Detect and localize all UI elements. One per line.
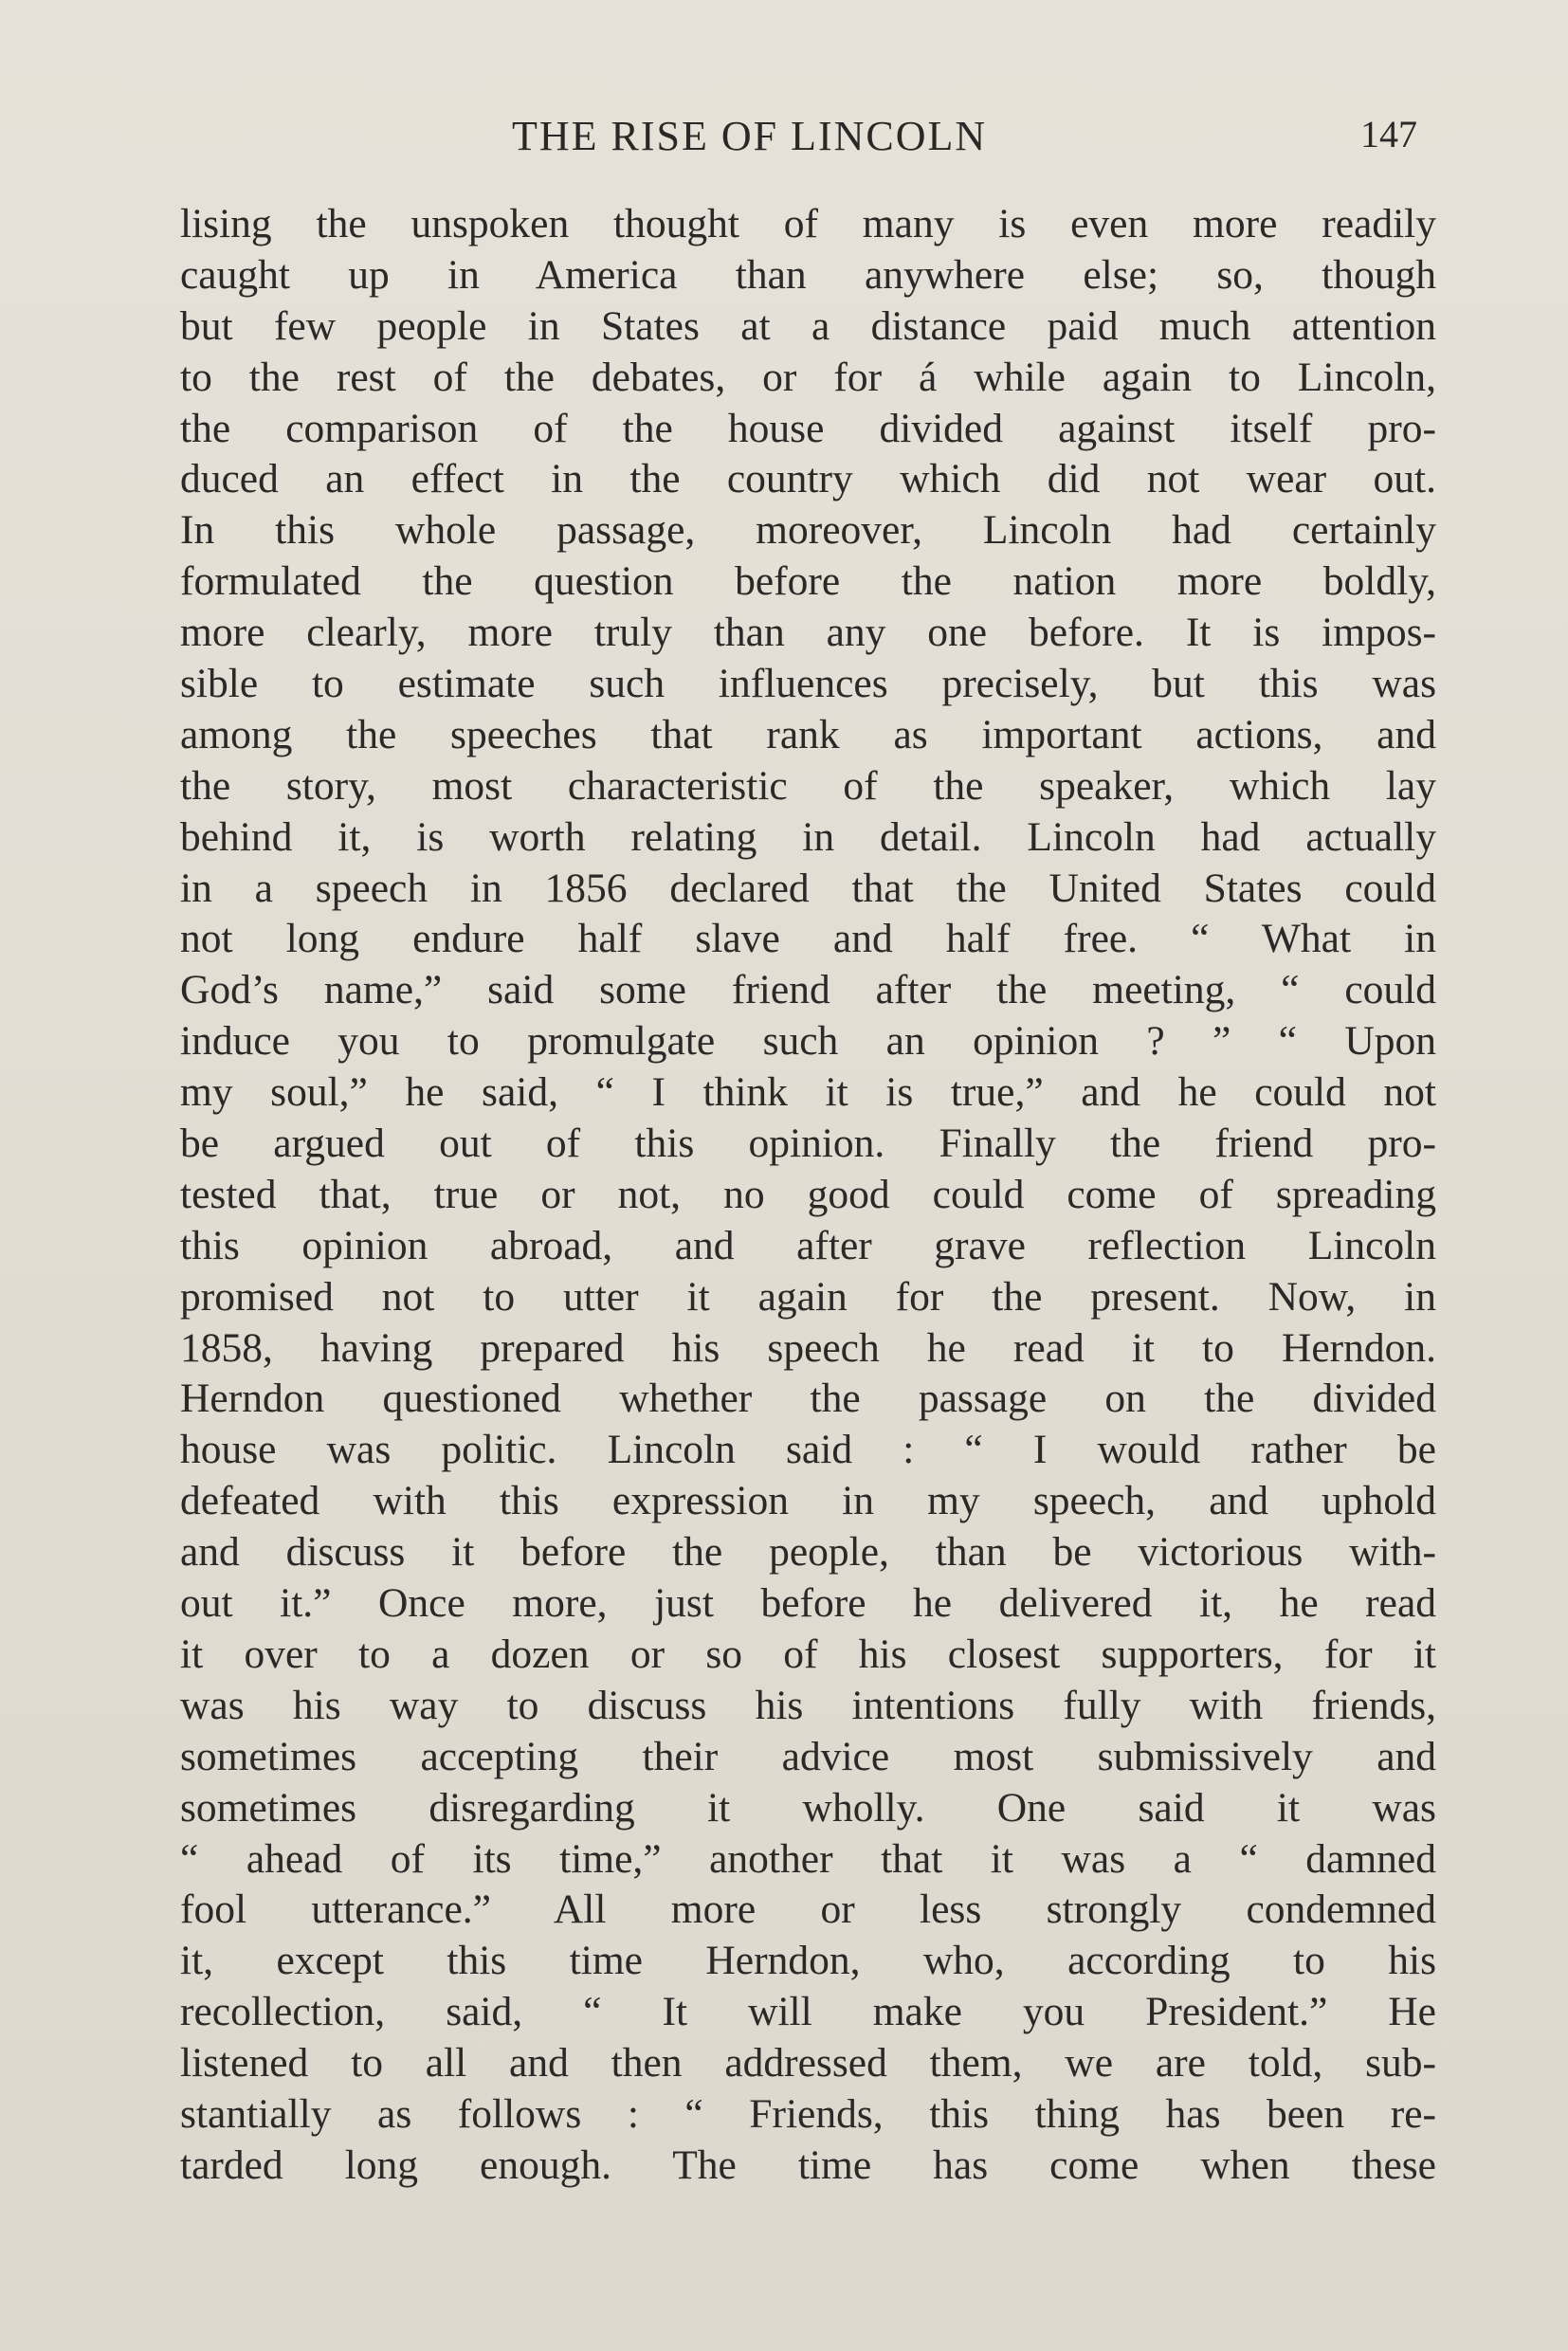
text-line: out it.” Once more, just before he delivered it, he read: [180, 1580, 1436, 1627]
text-line: sometimes accepting their advice most submissively and: [180, 1733, 1436, 1779]
text-line: lising the unspoken thought of many is even more readily: [180, 201, 1436, 246]
text-line: it over to a dozen or so of his closest supporters, for it: [180, 1631, 1436, 1677]
running-head: THE RISE OF LINCOLN: [512, 113, 988, 159]
text-line: but few people in States at a distance paid much attention: [180, 302, 1436, 349]
text-line: recollection, said, “ It will make you President.” He: [180, 1989, 1436, 2035]
text-line: and discuss it before the people, than be victorious with-: [180, 1529, 1436, 1576]
text-line: more clearly, more truly than any one before. It is impos-: [180, 610, 1436, 656]
body-text: [180, 199, 1436, 2192]
text-line: sible to estimate such influences precisely, but this was: [180, 661, 1436, 707]
text-line: listened to all and then addressed them, we are told, sub-: [180, 2040, 1436, 2087]
text-line: my soul,” he said, “ I think it is true,” and he could not: [180, 1069, 1436, 1116]
page-number: 147: [1360, 113, 1417, 155]
text-line: fool utterance.” All more or less strongly condemned: [180, 1886, 1436, 1933]
text-line: was his way to discuss his intentions fully with friends,: [180, 1682, 1436, 1728]
text-line: it, except this time Herndon, who, according to his: [180, 1938, 1436, 1984]
text-line: to the rest of the debates, or for á while again to Lincoln,: [180, 354, 1436, 400]
text-line: the comparison of the house divided against itself pro-: [180, 405, 1436, 451]
text-line: In this whole passage, moreover, Lincoln had certainly: [180, 507, 1436, 554]
text-line: “ ahead of its time,” another that it was a “ damned: [180, 1835, 1436, 1882]
page-header: [180, 112, 1417, 178]
text-line: the story, most characteristic of the speaker, which lay: [180, 762, 1436, 809]
text-line: God’s name,” said some friend after the meeting, “ could: [180, 967, 1436, 1013]
text-line: not long endure half slave and half free. “ What in: [180, 916, 1436, 962]
text-line: tarded long enough. The time has come when these: [180, 2141, 1436, 2188]
text-line: Herndon questioned whether the passage on the divided: [180, 1376, 1436, 1422]
text-line: tested that, true or not, no good could come of spreading: [180, 1171, 1436, 1217]
text-line: caught up in America than anywhere else; so, though: [180, 251, 1436, 298]
text-line: house was politic. Lincoln said : “ I would rather be: [180, 1427, 1436, 1473]
text-line: this opinion abroad, and after grave reflection Lincoln: [180, 1222, 1436, 1268]
text-line: behind it, is worth relating in detail. Lincoln had actually: [180, 813, 1436, 860]
text-line: formulated the question before the nation more boldly,: [180, 558, 1436, 605]
text-line: duced an effect in the country which did not wear out.: [180, 456, 1436, 502]
text-line: promised not to utter it again for the present. Now, in: [180, 1273, 1436, 1320]
text-line: be argued out of this opinion. Finally the friend pro-: [180, 1121, 1436, 1167]
text-line: 1858, having prepared his speech he read it to Herndon.: [180, 1324, 1436, 1371]
text-line: defeated with this expression in my speech, and uphold: [180, 1478, 1436, 1524]
text-line: stantially as follows : “ Friends, this thing has been re-: [180, 2090, 1436, 2137]
text-line: induce you to promulgate such an opinion ? ” “ Upon: [180, 1018, 1436, 1065]
text-line: among the speeches that rank as important actions, and: [180, 711, 1436, 757]
text-line: sometimes disregarding it wholly. One said it was: [180, 1784, 1436, 1831]
text-line: in a speech in 1856 declared that the United States could: [180, 865, 1436, 911]
